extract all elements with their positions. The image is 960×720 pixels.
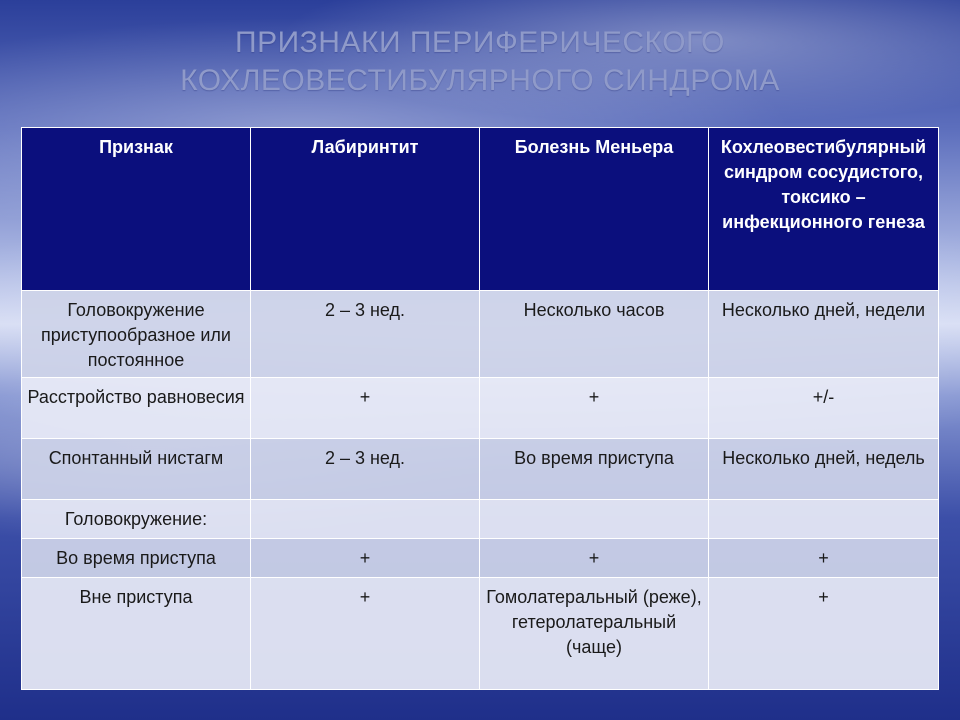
table-cell: Головокружение: [22, 500, 251, 539]
table-row [22, 578, 939, 690]
table-row [22, 500, 939, 539]
table-cell [251, 500, 480, 539]
table-cell: 2 – 3 нед. [251, 291, 480, 378]
table-cell [480, 500, 709, 539]
table-cell: Головокружение приступообразное или постоянное [22, 291, 251, 378]
table-cell: + [709, 539, 939, 578]
table-cell: Вне приступа [22, 578, 251, 690]
header-cochleovestibular: Кохлеовестибулярный синдром сосудистого, токсико – инфекционного генеза [709, 128, 939, 291]
comparison-table [21, 127, 939, 690]
header-labyrinthitis: Лабиринтит [251, 128, 480, 291]
table-cell: Во время приступа [22, 539, 251, 578]
slide-title-line-1: ПРИЗНАКИ ПЕРИФЕРИЧЕСКОГО [235, 26, 725, 59]
table-cell: + [480, 539, 709, 578]
table-row [22, 378, 939, 439]
slide-title [0, 24, 960, 100]
table-row [22, 439, 939, 500]
table-cell: Спонтанный нистагм [22, 439, 251, 500]
table-cell: + [251, 578, 480, 690]
table-cell [709, 500, 939, 539]
table-cell: +/- [709, 378, 939, 439]
table-row [22, 291, 939, 378]
table-cell: Несколько дней, недель [709, 439, 939, 500]
table-cell: Гомолатеральный (реже), гетеролатеральный (чаще) [480, 578, 709, 690]
table-cell: Во время приступа [480, 439, 709, 500]
table-cell: Расстройство равновесия [22, 378, 251, 439]
table-cell: Несколько дней, недели [709, 291, 939, 378]
header-priznak: Признак [22, 128, 251, 291]
table-row [22, 539, 939, 578]
table-cell: 2 – 3 нед. [251, 439, 480, 500]
table-header-row [22, 128, 939, 291]
table-cell: + [251, 539, 480, 578]
table-cell: + [251, 378, 480, 439]
table-cell: + [709, 578, 939, 690]
header-meniere: Болезнь Меньера [480, 128, 709, 291]
table-cell: + [480, 378, 709, 439]
slide-title-line-2: КОХЛЕОВЕСТИБУЛЯРНОГО СИНДРОМА [180, 64, 780, 97]
table-cell: Несколько часов [480, 291, 709, 378]
